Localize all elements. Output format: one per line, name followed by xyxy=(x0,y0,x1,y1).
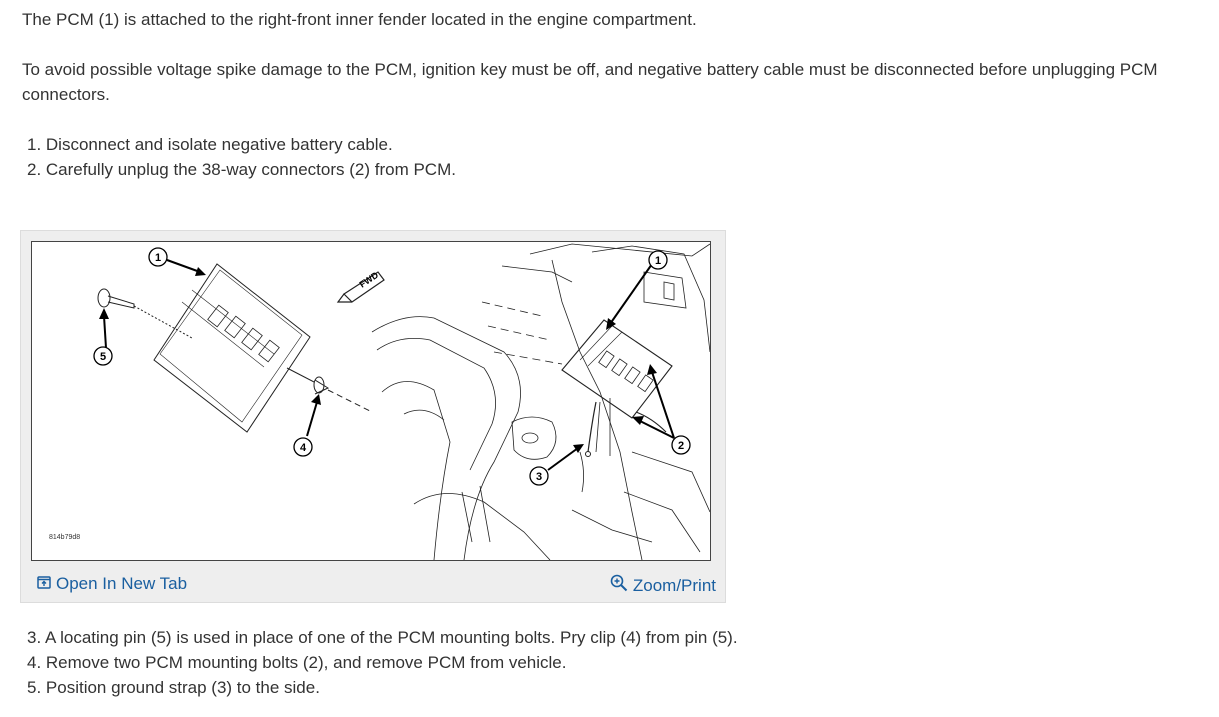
callout-1-right: 1 xyxy=(654,255,662,267)
step-1-text: 1. Disconnect and isolate negative battery cable. xyxy=(27,135,393,154)
step-3-text: 3. A locating pin (5) is used in place of one of the PCM mounting bolts. Pry clip (4) from pin (5). xyxy=(27,628,738,647)
zoom-print-link[interactable] xyxy=(610,574,716,597)
step-4-text: 4. Remove two PCM mounting bolts (2), and remove PCM from vehicle. xyxy=(27,653,567,672)
intro-warning-text: To avoid possible voltage spike damage to the PCM, ignition key must be off, and negative battery cable must be disconnected before unplugging PCM connectors. xyxy=(22,60,1158,104)
pcm-installed-outline xyxy=(562,320,672,418)
pcm-diagram xyxy=(32,242,711,561)
callout-2: 2 xyxy=(677,440,685,452)
open-new-tab-icon xyxy=(37,574,51,594)
figure-panel xyxy=(20,230,726,603)
step-2-text: 2. Carefully unplug the 38-way connectors (2) from PCM. xyxy=(27,160,456,179)
pcm-diagram-image[interactable] xyxy=(31,241,711,561)
step-5-text: 5. Position ground strap (3) to the side. xyxy=(27,678,320,697)
callout-1-left: 1 xyxy=(154,252,162,264)
zoom-print-label: Zoom/Print xyxy=(632,575,716,595)
figure-actions-bar xyxy=(21,564,725,602)
open-in-new-tab-label: Open In New Tab xyxy=(56,574,188,593)
intro-location-text: The PCM (1) is attached to the right-front inner fender located in the engine compartment. xyxy=(22,10,697,29)
fwd-label: FWD xyxy=(357,269,381,290)
callout-4: 4 xyxy=(299,442,307,454)
image-code: 814b79d8 xyxy=(49,534,81,541)
pcm-module-outline xyxy=(154,264,310,432)
open-in-new-tab-link[interactable] xyxy=(37,574,187,594)
zoom-in-icon xyxy=(610,574,628,597)
callout-5: 5 xyxy=(99,351,107,363)
callout-3: 3 xyxy=(535,471,543,483)
